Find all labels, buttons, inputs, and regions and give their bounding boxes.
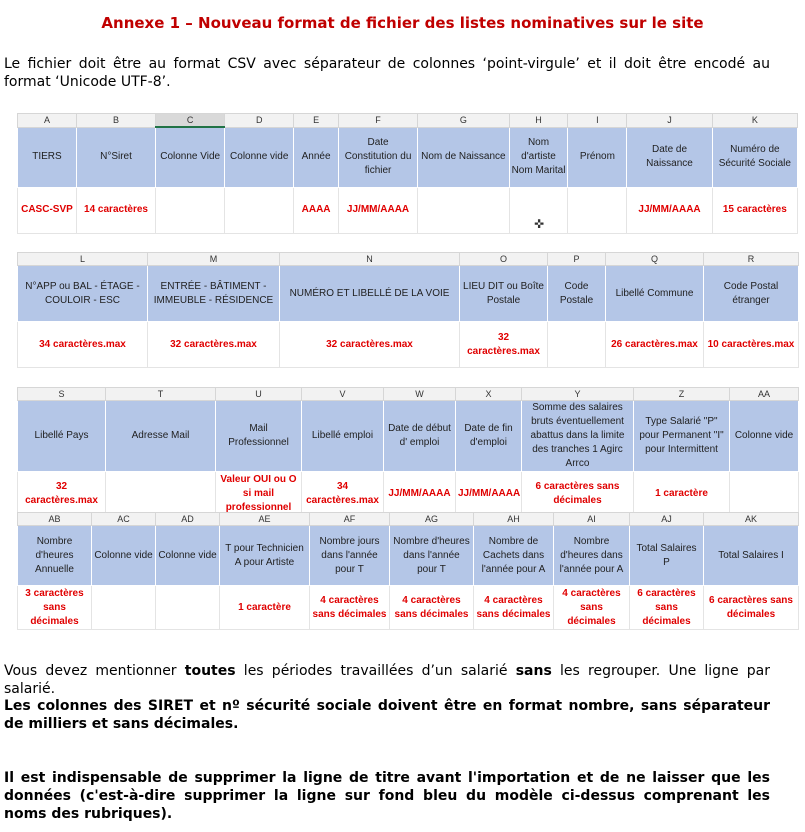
value-row: [18, 472, 799, 516]
column-letter[interactable]: B: [76, 114, 155, 128]
column-letter[interactable]: AG: [390, 513, 474, 526]
value-cell[interactable]: 6 caractères sans décimales: [522, 472, 634, 516]
column-letter[interactable]: J: [627, 114, 712, 128]
header-cell[interactable]: Année: [294, 127, 339, 187]
value-cell[interactable]: 1 caractère: [634, 472, 730, 516]
header-cell[interactable]: Prénom: [568, 127, 627, 187]
value-cell[interactable]: 15 caractères: [712, 187, 797, 233]
value-cell[interactable]: 1 caractère: [220, 586, 310, 630]
column-letter[interactable]: P: [548, 253, 606, 266]
column-letter[interactable]: AH: [474, 513, 554, 526]
header-cell[interactable]: Date de fin d'emploi: [456, 401, 522, 472]
header-cell[interactable]: Code Postale: [548, 266, 606, 322]
column-letter[interactable]: Z: [634, 388, 730, 401]
column-letter[interactable]: A: [18, 114, 77, 128]
column-letter-selected[interactable]: C: [156, 114, 225, 128]
header-cell[interactable]: Numéro de Sécurité Sociale: [712, 127, 797, 187]
column-letter[interactable]: R: [704, 253, 799, 266]
value-cell[interactable]: 32 caractères.max: [460, 322, 548, 368]
value-cell[interactable]: [92, 586, 156, 630]
header-cell[interactable]: Libellé emploi: [302, 401, 384, 472]
column-letter[interactable]: L: [18, 253, 148, 266]
header-cell[interactable]: Nom d'artiste Nom Marital: [509, 127, 568, 187]
column-letter[interactable]: X: [456, 388, 522, 401]
column-letter[interactable]: Y: [522, 388, 634, 401]
header-cell[interactable]: TIERS: [18, 127, 77, 187]
header-cell[interactable]: T pour Technicien A pour Artiste: [220, 526, 310, 586]
header-row: [18, 526, 799, 586]
value-cell[interactable]: 26 caractères.max: [606, 322, 704, 368]
column-letter[interactable]: M: [148, 253, 280, 266]
value-cell[interactable]: JJ/MM/AAAA: [627, 187, 712, 233]
header-cell[interactable]: Nombre jours dans l'année pour T: [310, 526, 390, 586]
value-cell[interactable]: 4 caractères sans décimales: [554, 586, 630, 630]
value-cell[interactable]: 3 caractères sans décimales: [18, 586, 92, 630]
value-cell[interactable]: AAAA: [294, 187, 339, 233]
emphasis-without: sans: [515, 663, 552, 679]
value-cell[interactable]: JJ/MM/AAAA: [384, 472, 456, 516]
periods-text: les regrouper. Une ligne par salarié.: [4, 663, 770, 697]
column-letter[interactable]: U: [216, 388, 302, 401]
column-letter[interactable]: E: [294, 114, 339, 128]
column-letter[interactable]: AJ: [630, 513, 704, 526]
column-letter[interactable]: AK: [704, 513, 799, 526]
column-letter[interactable]: S: [18, 388, 106, 401]
spreadsheet-table-1: [17, 113, 798, 234]
cell-cursor-icon: ✜: [534, 217, 545, 231]
value-cell[interactable]: 4 caractères sans décimales: [310, 586, 390, 630]
value-row: [18, 322, 799, 368]
column-letter[interactable]: Q: [606, 253, 704, 266]
header-cell[interactable]: N°APP ou BAL - ÉTAGE - COULOIR - ESC: [18, 266, 148, 322]
value-cell[interactable]: 4 caractères sans décimales: [390, 586, 474, 630]
header-cell[interactable]: Libellé Pays: [18, 401, 106, 472]
column-letter[interactable]: O: [460, 253, 548, 266]
header-cell[interactable]: Total Salaires I: [704, 526, 799, 586]
value-cell[interactable]: 4 caractères sans décimales: [474, 586, 554, 630]
value-cell[interactable]: 34 caractères.max: [302, 472, 384, 516]
column-letter[interactable]: K: [712, 114, 797, 128]
header-cell[interactable]: LIEU DIT ou Boîte Postale: [460, 266, 548, 322]
column-letters-row: [18, 114, 798, 128]
column-letter[interactable]: AF: [310, 513, 390, 526]
spreadsheet-table-3: [17, 387, 799, 516]
header-cell[interactable]: Libellé Commune: [606, 266, 704, 322]
column-letter[interactable]: D: [225, 114, 294, 128]
header-cell[interactable]: N°Siret: [76, 127, 155, 187]
header-cell[interactable]: Code Postal étranger: [704, 266, 799, 322]
column-letter[interactable]: AA: [730, 388, 799, 401]
spreadsheet-table-4: [17, 512, 799, 630]
header-cell[interactable]: Nombre d'heures dans l'année pour A: [554, 526, 630, 586]
delete-header-paragraph: Il est indispensable de supprimer la ligne de titre avant l'importation et de ne laisser que les données (c'est-à-dire supprimer la ligne sur fond bleu du modèle ci-dessus comprenant les noms des rubriques).: [4, 770, 770, 822]
value-cell[interactable]: [156, 586, 220, 630]
number-format-paragraph: Les colonnes des SIRET et nº sécurité sociale doivent être en format nombre, sans séparateur de milliers et sans décimales.: [4, 698, 770, 732]
column-letter[interactable]: AB: [18, 513, 92, 526]
header-cell[interactable]: Somme des salaires bruts éventuellement abattus dans la limite des tranches 1 Agirc Arrco: [522, 401, 634, 472]
periods-text: Vous devez mentionner: [4, 663, 185, 679]
column-letter[interactable]: T: [106, 388, 216, 401]
header-cell[interactable]: Colonne vide: [730, 401, 799, 472]
header-cell[interactable]: Nombre d'heures Annuelle: [18, 526, 92, 586]
column-letter[interactable]: N: [280, 253, 460, 266]
annex-title: Annexe 1 – Nouveau format de fichier des listes nominatives sur le site: [101, 14, 704, 32]
header-cell[interactable]: Date Constitution du fichier: [338, 127, 417, 187]
value-cell[interactable]: [106, 472, 216, 516]
value-cell[interactable]: [568, 187, 627, 233]
periods-paragraph: [4, 662, 770, 698]
column-letter[interactable]: H: [509, 114, 568, 128]
column-letter[interactable]: W: [384, 388, 456, 401]
header-cell[interactable]: Colonne vide: [92, 526, 156, 586]
value-cell[interactable]: 10 caractères.max: [704, 322, 799, 368]
value-cell[interactable]: 6 caractères sans décimales: [630, 586, 704, 630]
value-cell[interactable]: CASC-SVP: [18, 187, 77, 233]
value-row: [18, 187, 798, 233]
value-cell[interactable]: JJ/MM/AAAA: [456, 472, 522, 516]
column-letter[interactable]: G: [418, 114, 509, 128]
header-cell[interactable]: Adresse Mail: [106, 401, 216, 472]
value-cell[interactable]: 14 caractères: [76, 187, 155, 233]
value-cell[interactable]: 32 caractères.max: [148, 322, 280, 368]
header-cell[interactable]: Colonne Vide: [156, 127, 225, 187]
value-cell[interactable]: 34 caractères.max: [18, 322, 148, 368]
column-letters-row: [18, 253, 799, 266]
header-row: [18, 401, 799, 472]
spreadsheet-table-2: [17, 252, 799, 368]
periods-text: les périodes travaillées d’un salarié: [235, 663, 516, 679]
header-row: [18, 266, 799, 322]
column-letters-row: [18, 513, 799, 526]
value-cell[interactable]: 32 caractères.max: [18, 472, 106, 516]
header-cell[interactable]: Total Salaires P: [630, 526, 704, 586]
header-cell[interactable]: Nom de Naissance: [418, 127, 509, 187]
header-cell[interactable]: Date de début d' emploi: [384, 401, 456, 472]
column-letters-row: [18, 388, 799, 401]
intro-paragraph: Le fichier doit être au format CSV avec séparateur de colonnes ‘point-virgule’ et il doit être encodé au format ‘Unicode UTF-8’.: [4, 56, 770, 90]
header-cell[interactable]: Colonne vide: [156, 526, 220, 586]
value-cell[interactable]: [156, 187, 225, 233]
header-cell[interactable]: NUMÉRO ET LIBELLÉ DE LA VOIE: [280, 266, 460, 322]
value-cell[interactable]: 6 caractères sans décimales: [704, 586, 799, 630]
value-cell[interactable]: [225, 187, 294, 233]
value-cell[interactable]: 32 caractères.max: [280, 322, 460, 368]
value-cell[interactable]: [548, 322, 606, 368]
header-cell[interactable]: ENTRÉE - BÂTIMENT - IMMEUBLE - RÉSIDENCE: [148, 266, 280, 322]
column-letter[interactable]: AD: [156, 513, 220, 526]
column-letter[interactable]: V: [302, 388, 384, 401]
header-cell[interactable]: Nombre d'heures dans l'année pour T: [390, 526, 474, 586]
column-letter[interactable]: I: [568, 114, 627, 128]
header-cell[interactable]: Mail Professionnel: [216, 401, 302, 472]
header-cell[interactable]: Type Salarié "P" pour Permanent "I" pour Intermittent: [634, 401, 730, 472]
value-cell[interactable]: [730, 472, 799, 516]
emphasis-all: toutes: [184, 663, 236, 679]
column-letter[interactable]: AC: [92, 513, 156, 526]
value-cell[interactable]: Valeur OUI ou O si mail professionnel: [216, 472, 302, 516]
value-cell[interactable]: [418, 187, 509, 233]
column-letter[interactable]: AI: [554, 513, 630, 526]
header-cell[interactable]: Nombre de Cachets dans l'année pour A: [474, 526, 554, 586]
value-cell[interactable]: JJ/MM/AAAA: [338, 187, 417, 233]
header-cell[interactable]: Colonne vide: [225, 127, 294, 187]
header-cell[interactable]: Date de Naissance: [627, 127, 712, 187]
value-row: [18, 586, 799, 630]
column-letter[interactable]: AE: [220, 513, 310, 526]
column-letter[interactable]: F: [338, 114, 417, 128]
header-row: [18, 127, 798, 187]
